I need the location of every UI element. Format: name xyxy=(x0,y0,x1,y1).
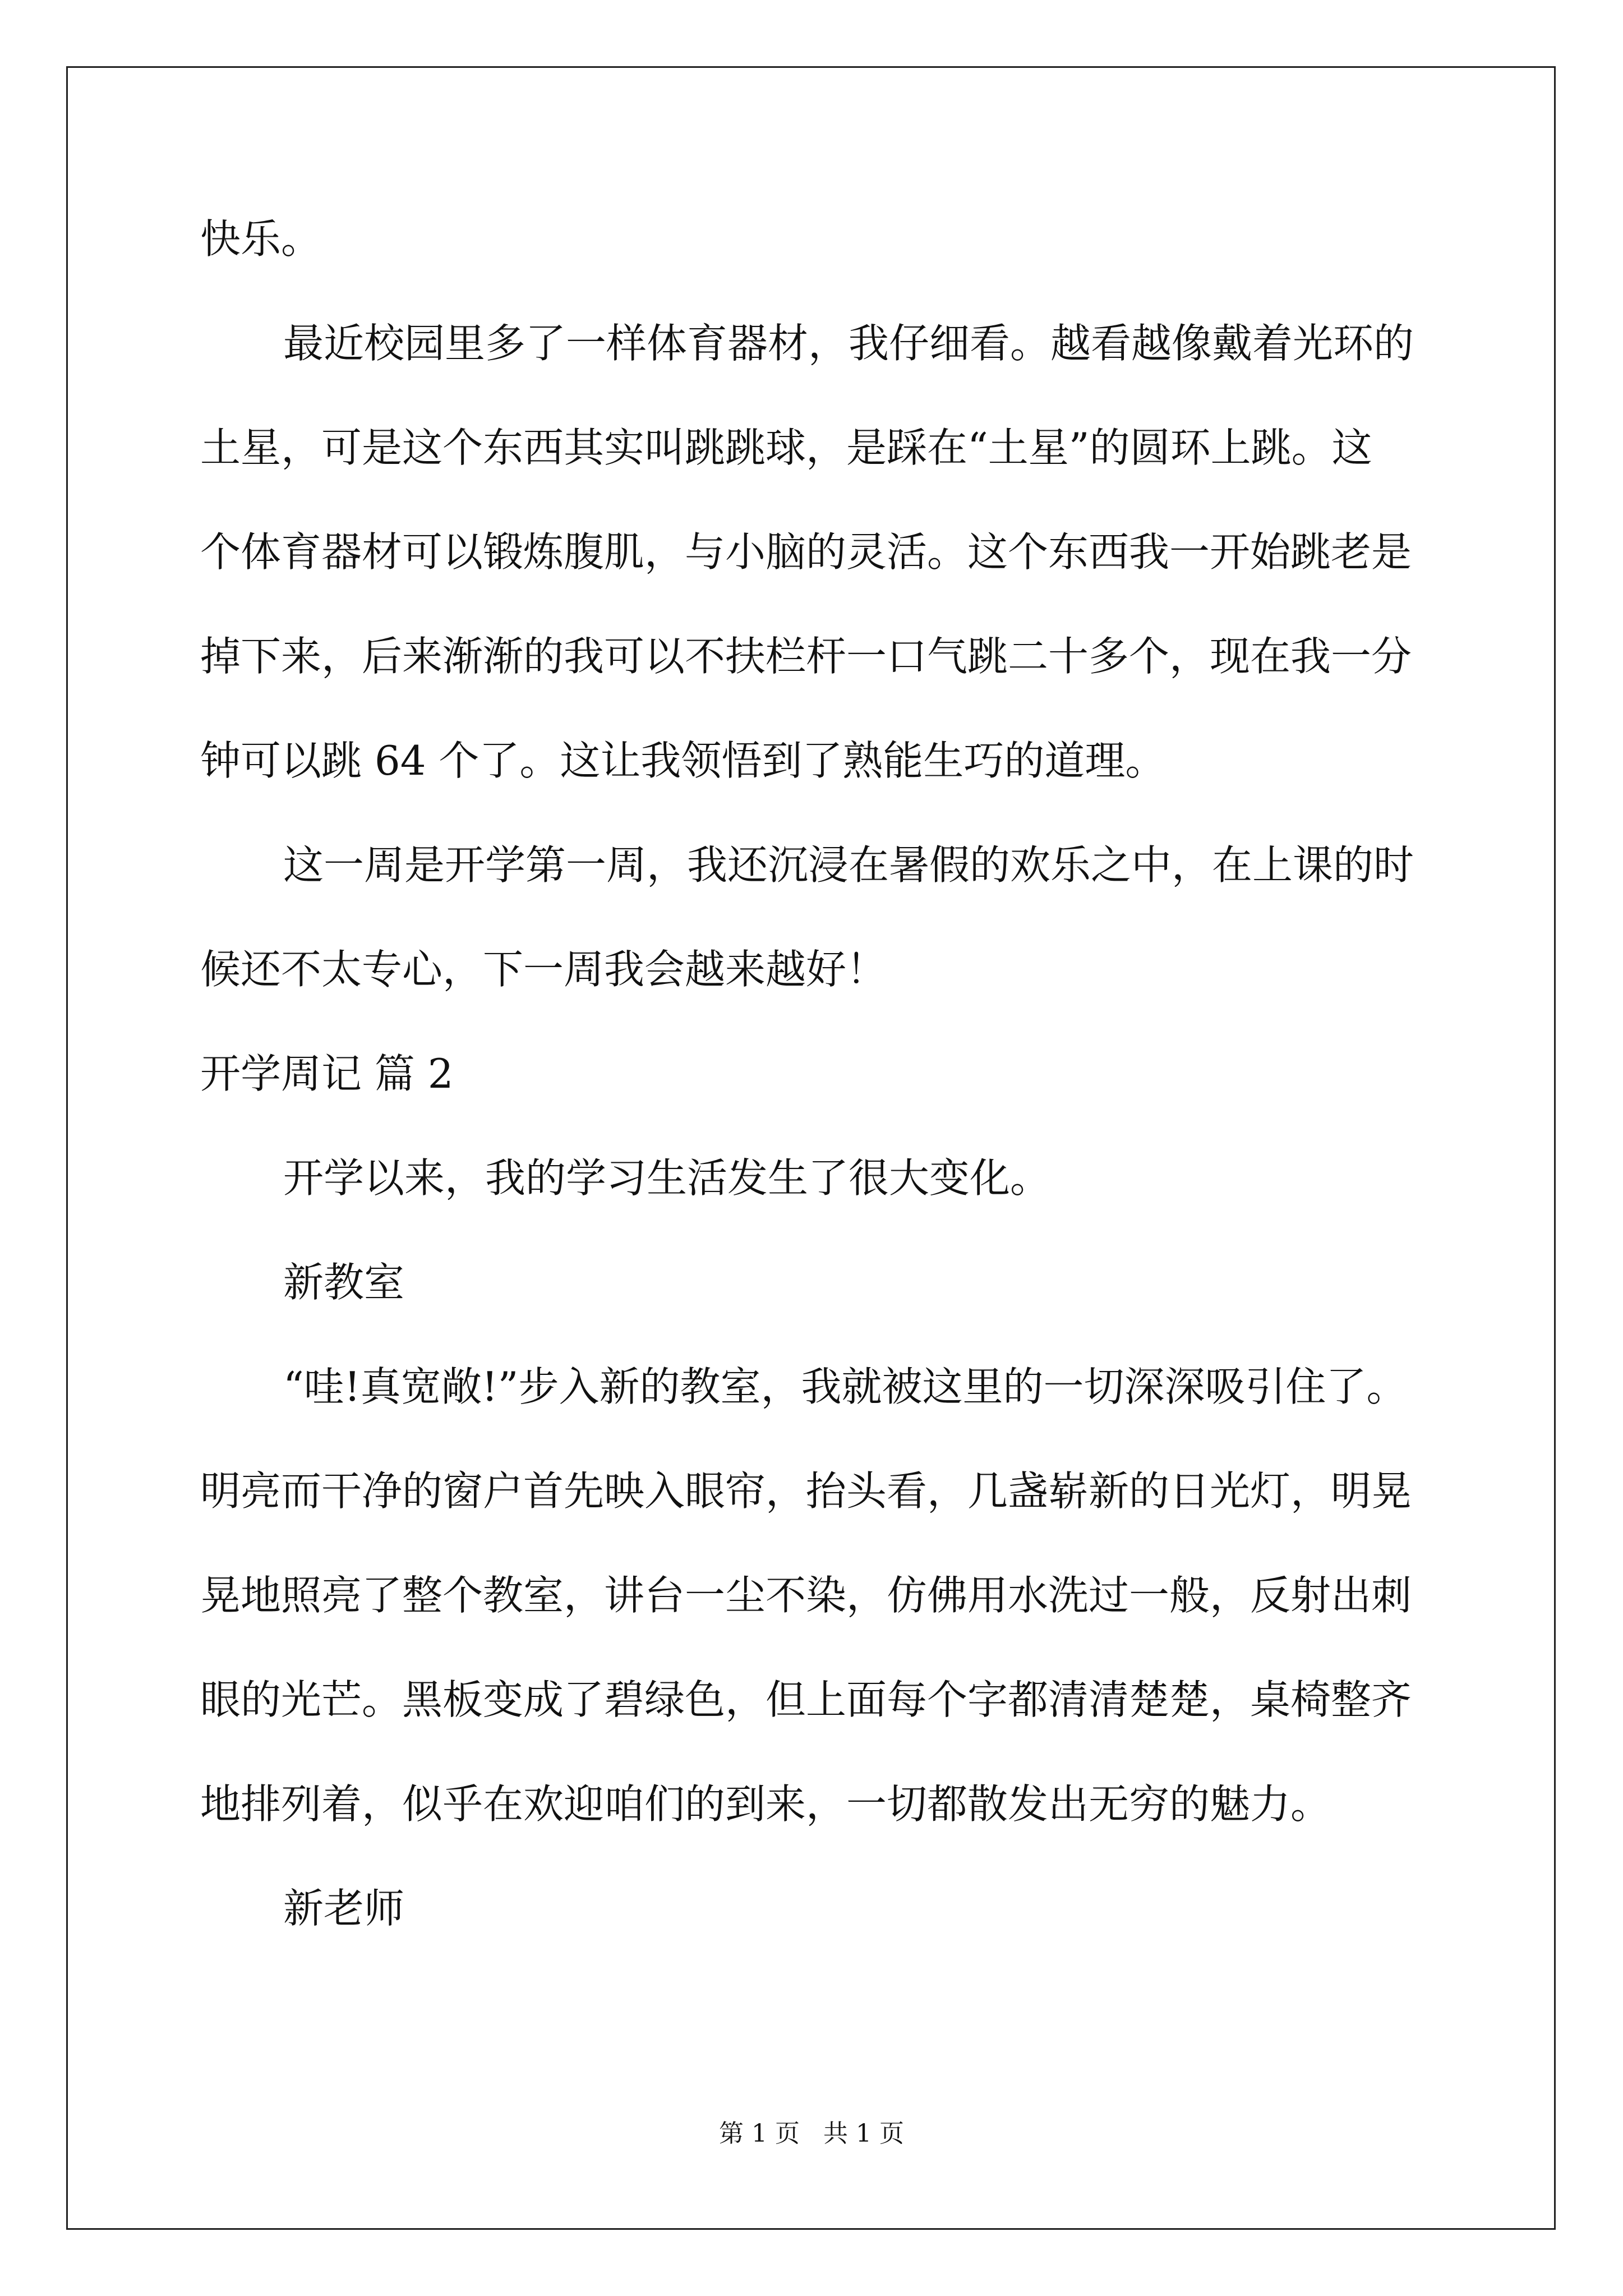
subheading: 新教室 xyxy=(283,1259,405,1306)
text-line: 开学以来，我的学习生活发生了很大变化。 xyxy=(283,1154,1051,1202)
text-line: 明亮而干净的窗户首先映入眼帘，抬头看，几盏崭新的日光灯，明晃 xyxy=(200,1467,1412,1515)
text-line: 土星，可是这个东西其实叫跳跳球，是踩在“土星”的圆环上跳。这 xyxy=(200,424,1372,471)
text-line: 快乐。 xyxy=(200,215,322,263)
text-line: 候还不太专心，下一周我会越来越好！ xyxy=(200,946,887,993)
text-line: 钟可以跳 64 个了。这让我领悟到了熟能生巧的道理。 xyxy=(200,737,1166,784)
text-line: “哇!真宽敞!”步入新的教室，我就被这里的一切深深吸引住了。 xyxy=(283,1363,1407,1410)
subheading: 新老师 xyxy=(283,1885,405,1932)
text-line: 这一周是开学第一周，我还沉浸在暑假的欢乐之中，在上课的时 xyxy=(283,841,1414,889)
text-line: 眼的光芒。黑板变成了碧绿色，但上面每个字都清清楚楚，桌椅整齐 xyxy=(200,1676,1412,1723)
page-footer: 第 1 页 共 1 页 xyxy=(719,2119,904,2148)
text-line: 掉下来，后来渐渐的我可以不扶栏杆一口气跳二十多个，现在我一分 xyxy=(200,633,1412,680)
text-line: 最近校园里多了一样体育器材，我仔细看。越看越像戴着光环的 xyxy=(283,320,1414,367)
section-heading: 开学周记 篇 2 xyxy=(200,1050,454,1097)
text-line: 个体育器材可以锻炼腹肌，与小脑的灵活。这个东西我一开始跳老是 xyxy=(200,528,1412,576)
text-line: 地排列着，似乎在欢迎咱们的到来，一切都散发出无穷的魅力。 xyxy=(200,1780,1331,1828)
text-line: 晃地照亮了整个教室，讲台一尘不染，仿佛用水洗过一般，反射出刺 xyxy=(200,1572,1412,1619)
